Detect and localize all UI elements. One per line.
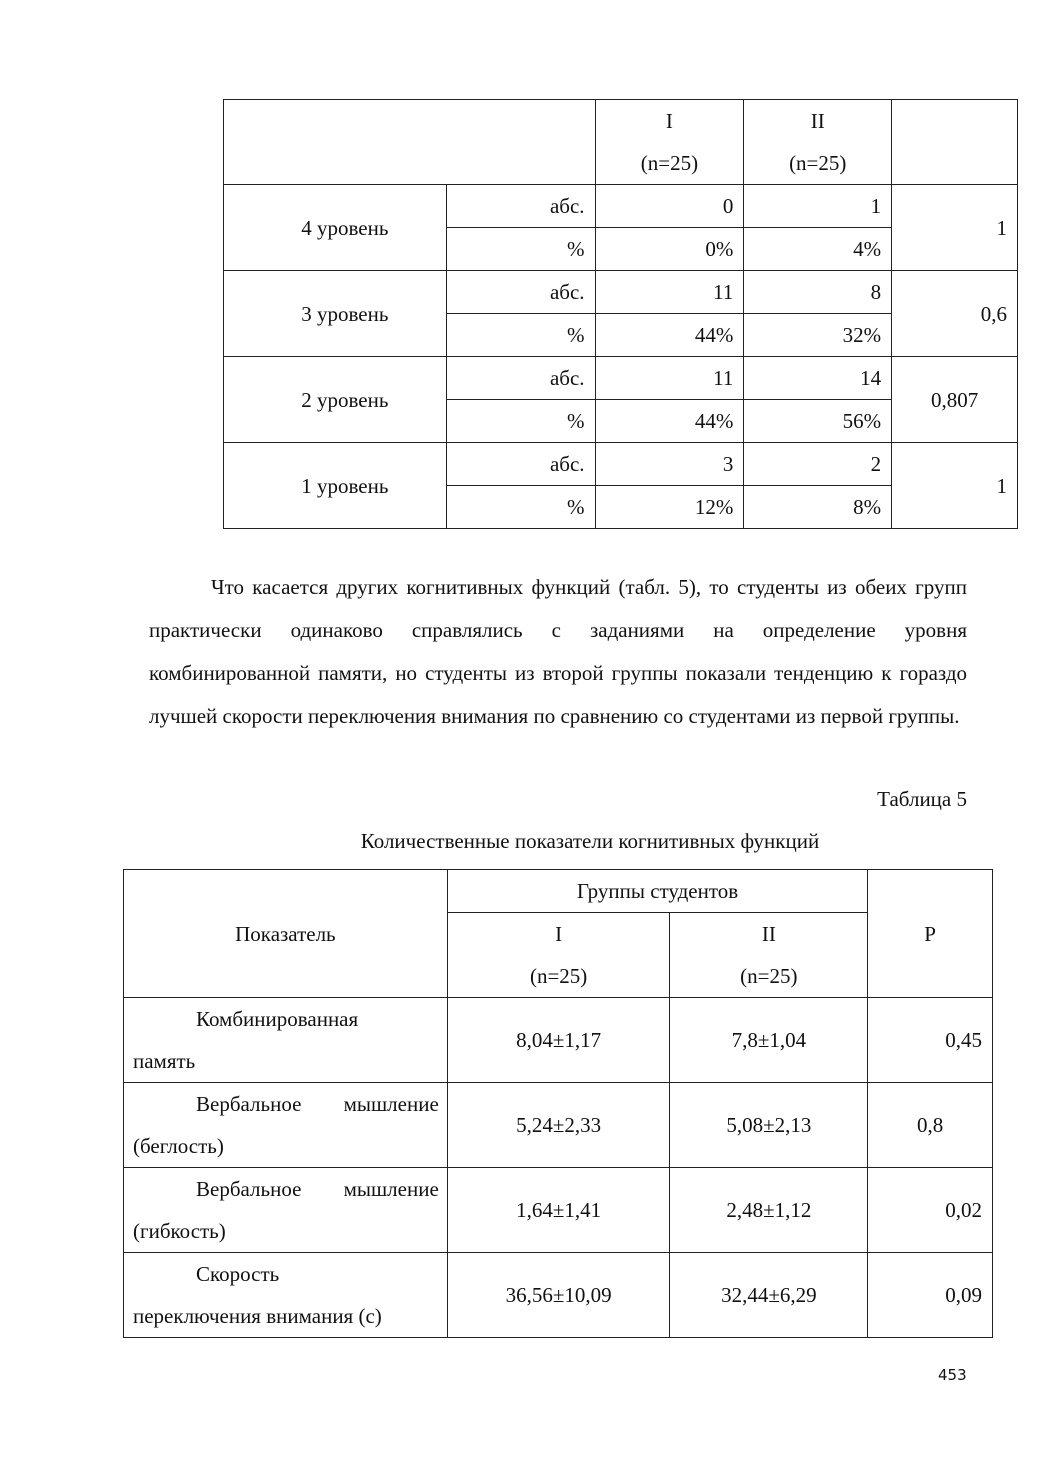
group1-label: I (555, 922, 563, 946)
table-number-label: Таблица 5 (877, 787, 967, 811)
header-group1 (447, 913, 670, 998)
table-row (124, 1083, 993, 1168)
indicator-line2: память (133, 1049, 196, 1073)
abs-label: абс. (446, 443, 595, 486)
header-p-empty (892, 100, 1018, 185)
level-label: 3 уровень (224, 271, 447, 357)
header-indicator: Показатель (124, 870, 448, 998)
g1-value: 5,24±2,33 (447, 1083, 670, 1168)
g1-pct: 44% (595, 400, 744, 443)
g1-value: 36,56±10,09 (447, 1253, 670, 1338)
pct-label: % (446, 486, 595, 529)
g1-abs: 11 (595, 357, 744, 400)
group2-label: II (810, 109, 825, 133)
g2-abs: 14 (744, 357, 892, 400)
p-value: 1 (892, 185, 1018, 271)
g1-abs: 0 (595, 185, 744, 228)
g2-abs: 2 (744, 443, 892, 486)
group1-n: (n=25) (529, 964, 588, 988)
g2-value: 7,8±1,04 (670, 998, 868, 1083)
indicator-cell (124, 1168, 448, 1253)
header-empty-cell (224, 100, 596, 185)
table-title: Количественные показатели когнитивных функций (360, 829, 820, 853)
g1-pct: 44% (595, 314, 744, 357)
levels-table (223, 99, 1018, 529)
indicator-cell (124, 1083, 448, 1168)
indicator-line1: Скорость (196, 1262, 280, 1286)
g1-abs: 11 (595, 271, 744, 314)
indicator-line1: Комбинированная (196, 1007, 359, 1031)
body-paragraph: Что касается других когнитивных функций (табл. 5), то студенты из обеих групп практически одинаково справлялись с заданиями на определение уровня комбинированной памяти, но студенты из второй группы показали тенденцию к гораздо лучшей скорости переключения внимания по сравнению со студентами из первой группы. (149, 575, 967, 728)
p-value: 0,45 (868, 998, 993, 1083)
p-value: 0,8 (868, 1083, 993, 1168)
group2-n: (n=25) (740, 964, 798, 988)
g2-abs: 1 (744, 185, 892, 228)
indicator-cell (124, 998, 448, 1083)
group1-label: I (665, 109, 673, 133)
cognitive-functions-table (123, 869, 993, 1338)
group2-n: (n=25) (789, 151, 847, 175)
indicator-line2: (гибкость) (133, 1219, 226, 1243)
g1-pct: 0% (595, 228, 744, 271)
p-value: 1 (892, 443, 1018, 529)
pct-label: % (446, 228, 595, 271)
table-row (224, 443, 1018, 486)
header-group2 (670, 913, 868, 998)
g2-pct: 56% (744, 400, 892, 443)
abs-label: абс. (446, 357, 595, 400)
table-header-row (224, 100, 1018, 185)
table-header-row (124, 870, 993, 913)
p-value: 0,6 (892, 271, 1018, 357)
g2-value: 5,08±2,13 (670, 1083, 868, 1168)
g1-value: 8,04±1,17 (447, 998, 670, 1083)
pct-label: % (446, 400, 595, 443)
indicator-line1: Вербальное мышление (196, 1092, 439, 1116)
group1-n: (n=25) (640, 151, 699, 175)
g1-pct: 12% (595, 486, 744, 529)
indicator-cell (124, 1253, 448, 1338)
abs-label: абс. (446, 185, 595, 228)
g2-pct: 32% (744, 314, 892, 357)
level-label: 2 уровень (224, 357, 447, 443)
abs-label: абс. (446, 271, 595, 314)
g1-abs: 3 (595, 443, 744, 486)
table-row (224, 185, 1018, 228)
g2-pct: 8% (744, 486, 892, 529)
table-row (124, 1253, 993, 1338)
indicator-line2: (беглость) (133, 1134, 224, 1158)
table-row (124, 1168, 993, 1253)
header-group1 (595, 100, 744, 185)
p-value: 0,09 (868, 1253, 993, 1338)
table-row (224, 357, 1018, 400)
g2-abs: 8 (744, 271, 892, 314)
g2-pct: 4% (744, 228, 892, 271)
header-groups: Группы студентов (447, 870, 867, 913)
group2-label: II (761, 922, 776, 946)
p-value: 0,02 (868, 1168, 993, 1253)
header-group2 (744, 100, 892, 185)
level-label: 4 уровень (224, 185, 447, 271)
table-row (124, 998, 993, 1083)
indicator-line2: переключения внимания (с) (133, 1304, 382, 1328)
table-row (224, 271, 1018, 314)
indicator-line1: Вербальное мышление (196, 1177, 439, 1201)
pct-label: % (446, 314, 595, 357)
p-value: 0,807 (892, 357, 1018, 443)
g2-value: 2,48±1,12 (670, 1168, 868, 1253)
g2-value: 32,44±6,29 (670, 1253, 868, 1338)
g1-value: 1,64±1,41 (447, 1168, 670, 1253)
level-label: 1 уровень (224, 443, 447, 529)
page-number: 453 (938, 1366, 967, 1384)
header-p: P (868, 870, 993, 998)
